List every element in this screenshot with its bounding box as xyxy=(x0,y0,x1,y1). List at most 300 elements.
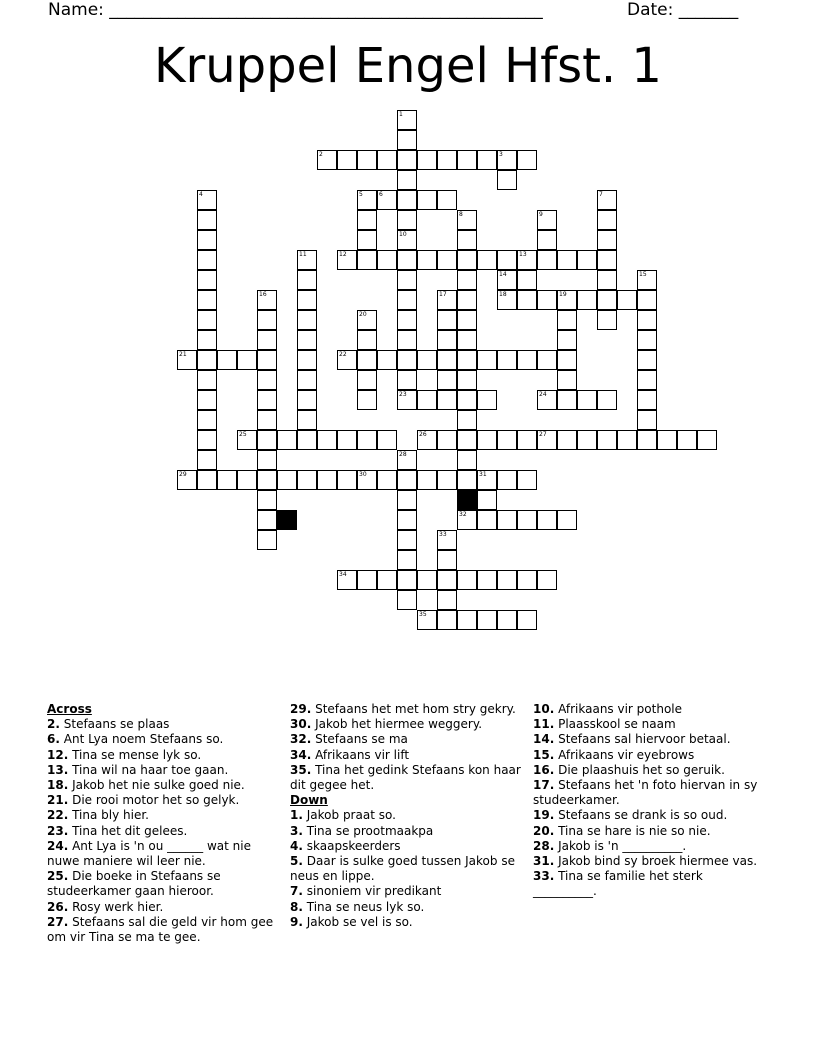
grid-cell[interactable] xyxy=(197,330,217,350)
grid-cell[interactable] xyxy=(377,470,397,490)
grid-cell[interactable] xyxy=(297,310,317,330)
grid-cell[interactable] xyxy=(397,130,417,150)
grid-cell[interactable] xyxy=(357,370,377,390)
grid-cell[interactable] xyxy=(597,210,617,230)
grid-cell[interactable] xyxy=(197,290,217,310)
clue-number: 19 xyxy=(559,291,567,298)
grid-cell[interactable] xyxy=(477,490,497,510)
clue-text: Tina se prootmaakpa xyxy=(306,823,434,838)
grid-cell[interactable] xyxy=(417,250,437,270)
grid-cell[interactable] xyxy=(397,550,417,570)
grid-cell[interactable] xyxy=(417,430,437,450)
grid-cell[interactable] xyxy=(637,270,657,290)
grid-cell[interactable] xyxy=(637,410,657,430)
grid-cell[interactable] xyxy=(637,430,657,450)
grid-cell[interactable] xyxy=(637,370,657,390)
grid-cell[interactable] xyxy=(237,470,257,490)
clue-text: Stefaans sal hiervoor betaal. xyxy=(558,732,731,747)
grid-cell[interactable] xyxy=(577,430,597,450)
clue-text: Jakob bind sy broek hiermee vas. xyxy=(558,854,758,869)
grid-cell[interactable] xyxy=(317,430,337,450)
grid-cell[interactable] xyxy=(357,430,377,450)
clue-number-label: 32. xyxy=(290,732,312,747)
grid-cell[interactable] xyxy=(297,410,317,430)
grid-cell[interactable] xyxy=(477,610,497,630)
grid-cell[interactable] xyxy=(177,470,197,490)
clue-text: sinoniem vir predikant xyxy=(306,884,442,899)
grid-cell[interactable] xyxy=(197,270,217,290)
grid-cell[interactable] xyxy=(457,370,477,390)
clue-number-label: 29. xyxy=(290,702,312,716)
grid-cell[interactable] xyxy=(397,510,417,530)
grid-cell[interactable] xyxy=(297,470,317,490)
clue-text: Afrikaans vir lift xyxy=(315,747,410,762)
grid-cell[interactable] xyxy=(657,430,677,450)
grid-cell[interactable] xyxy=(397,110,417,130)
clue-number: 16 xyxy=(259,291,267,298)
clue-number-label: 7. xyxy=(290,884,303,899)
grid-cell[interactable] xyxy=(477,470,497,490)
grid-cell[interactable] xyxy=(337,250,357,270)
name-field-label: Name: ___________________________________________________ xyxy=(48,0,543,20)
grid-cell[interactable] xyxy=(397,190,417,210)
clue-text: Tina wil na haar toe gaan. xyxy=(72,762,229,777)
grid-cell[interactable] xyxy=(437,310,457,330)
grid-cell[interactable] xyxy=(437,370,457,390)
grid-cell[interactable] xyxy=(497,610,517,630)
grid-cell[interactable] xyxy=(437,150,457,170)
clue-item xyxy=(533,732,765,747)
grid-cell[interactable] xyxy=(517,250,537,270)
grid-cell[interactable] xyxy=(557,290,577,310)
grid-cell[interactable] xyxy=(257,310,277,330)
clue-item xyxy=(47,717,275,732)
grid-cell[interactable] xyxy=(437,250,457,270)
grid-cell[interactable] xyxy=(697,430,717,450)
grid-cell[interactable] xyxy=(417,390,437,410)
grid-cell[interactable] xyxy=(437,530,457,550)
clue-text: Jakob is 'n __________. xyxy=(558,838,687,853)
grid-cell[interactable] xyxy=(337,570,357,590)
across-heading: Across xyxy=(47,702,92,716)
grid-cell[interactable] xyxy=(477,350,497,370)
grid-cell[interactable] xyxy=(197,470,217,490)
grid-cell[interactable] xyxy=(537,250,557,270)
grid-cell[interactable] xyxy=(397,390,417,410)
clue-number-label: 10. xyxy=(533,702,555,716)
grid-cell[interactable] xyxy=(417,610,437,630)
grid-cell[interactable] xyxy=(497,270,517,290)
grid-cell[interactable] xyxy=(537,430,557,450)
clue-number: 34 xyxy=(339,571,347,578)
grid-cell[interactable] xyxy=(317,470,337,490)
grid-cell[interactable] xyxy=(437,590,457,610)
grid-cell[interactable] xyxy=(517,510,537,530)
grid-cell[interactable] xyxy=(557,250,577,270)
clues-column-1 xyxy=(47,702,275,945)
grid-cell[interactable] xyxy=(257,350,277,370)
grid-cell[interactable] xyxy=(557,430,577,450)
clues-column-3 xyxy=(533,702,765,900)
grid-cell[interactable] xyxy=(417,190,437,210)
grid-cell[interactable] xyxy=(457,310,477,330)
grid-cell[interactable] xyxy=(417,570,437,590)
clue-number-label: 14. xyxy=(533,732,555,747)
grid-cell[interactable] xyxy=(357,310,377,330)
clue-text: skaapskeerders xyxy=(306,838,401,853)
grid-cell[interactable] xyxy=(437,430,457,450)
grid-cell[interactable] xyxy=(297,350,317,370)
grid-cell[interactable] xyxy=(397,350,417,370)
clue-text: Rosy werk hier. xyxy=(72,899,164,914)
clue-number-label: 17. xyxy=(533,778,555,793)
grid-cell[interactable] xyxy=(357,210,377,230)
grid-cell[interactable] xyxy=(537,570,557,590)
grid-cell[interactable] xyxy=(477,150,497,170)
clue-item xyxy=(290,808,522,823)
clue-number: 26 xyxy=(419,431,427,438)
clue-item xyxy=(290,763,522,793)
grid-cell[interactable] xyxy=(497,150,517,170)
grid-cell[interactable] xyxy=(497,470,517,490)
grid-cell[interactable] xyxy=(537,350,557,370)
grid-cell[interactable] xyxy=(257,450,277,470)
clue-text: Jakob se vel is so. xyxy=(306,914,413,929)
grid-cell[interactable] xyxy=(197,210,217,230)
clue-text: Ant Lya noem Stefaans so. xyxy=(63,732,224,747)
clue-number: 30 xyxy=(359,471,367,478)
grid-cell[interactable] xyxy=(197,350,217,370)
grid-cell[interactable] xyxy=(517,610,537,630)
grid-cell[interactable] xyxy=(497,510,517,530)
clue-number: 29 xyxy=(179,471,187,478)
grid-cell[interactable] xyxy=(457,450,477,470)
grid-cell[interactable] xyxy=(517,430,537,450)
grid-cell[interactable] xyxy=(417,470,437,490)
grid-cell[interactable] xyxy=(257,470,277,490)
clue-item xyxy=(533,717,765,732)
clue-text: Plaasskool se naam xyxy=(558,717,676,732)
grid-cell[interactable] xyxy=(457,470,477,490)
grid-cell[interactable] xyxy=(257,410,277,430)
grid-cell[interactable] xyxy=(377,150,397,170)
grid-cell[interactable] xyxy=(597,190,617,210)
grid-cell[interactable] xyxy=(397,170,417,190)
grid-cell[interactable] xyxy=(497,570,517,590)
grid-cell[interactable] xyxy=(637,330,657,350)
grid-cell[interactable] xyxy=(297,250,317,270)
grid-cell[interactable] xyxy=(457,350,477,370)
clue-number-label: 20. xyxy=(533,823,555,838)
grid-cell[interactable] xyxy=(197,370,217,390)
grid-cell[interactable] xyxy=(257,330,277,350)
grid-cell[interactable] xyxy=(497,350,517,370)
grid-cell[interactable] xyxy=(637,310,657,330)
clue-number-label: 22. xyxy=(47,808,69,823)
clue-number-label: 2. xyxy=(47,717,60,732)
clue-number-label: 35. xyxy=(290,762,312,777)
grid-cell[interactable] xyxy=(357,390,377,410)
grid-cell[interactable] xyxy=(397,490,417,510)
grid-cell[interactable] xyxy=(437,570,457,590)
grid-cell[interactable] xyxy=(417,350,437,370)
clue-number: 1 xyxy=(399,111,403,118)
grid-cell[interactable] xyxy=(557,350,577,370)
grid-cell[interactable] xyxy=(597,290,617,310)
grid-cell[interactable] xyxy=(437,330,457,350)
grid-cell[interactable] xyxy=(397,570,417,590)
grid-cell[interactable] xyxy=(377,430,397,450)
clue-number: 10 xyxy=(399,231,407,238)
grid-cell[interactable] xyxy=(397,250,417,270)
grid-cell[interactable] xyxy=(397,370,417,390)
clue-number: 13 xyxy=(519,251,527,258)
grid-cell[interactable] xyxy=(297,370,317,390)
clue-item xyxy=(47,808,275,823)
grid-cell[interactable] xyxy=(577,390,597,410)
clue-item xyxy=(47,732,275,747)
grid-cell[interactable] xyxy=(297,270,317,290)
grid-cell[interactable] xyxy=(557,330,577,350)
grid-cell[interactable] xyxy=(557,310,577,330)
clue-number: 35 xyxy=(419,611,427,618)
clue-item xyxy=(290,717,522,732)
grid-cell[interactable] xyxy=(637,290,657,310)
grid-cell[interactable] xyxy=(457,210,477,230)
grid-cell[interactable] xyxy=(197,390,217,410)
grid-cell[interactable] xyxy=(457,270,477,290)
grid-cell[interactable] xyxy=(537,230,557,250)
grid-cell[interactable] xyxy=(357,330,377,350)
grid-cell[interactable] xyxy=(457,250,477,270)
grid-cell[interactable] xyxy=(397,150,417,170)
grid-cell[interactable] xyxy=(637,390,657,410)
clue-number: 24 xyxy=(539,391,547,398)
grid-cell[interactable] xyxy=(397,230,417,250)
clue-number-label: 16. xyxy=(533,762,555,777)
clue-text: Tina se familie het sterk __________. xyxy=(533,869,703,899)
clue-number: 20 xyxy=(359,311,367,318)
grid-cell[interactable] xyxy=(397,210,417,230)
clue-item xyxy=(47,824,275,839)
grid-cell[interactable] xyxy=(477,430,497,450)
grid-cell[interactable] xyxy=(457,610,477,630)
black-cell xyxy=(457,490,477,510)
grid-cell[interactable] xyxy=(517,270,537,290)
grid-cell[interactable] xyxy=(597,230,617,250)
clue-text: Tina het gedink Stefaans kon haar dit gegee het. xyxy=(290,762,521,793)
grid-cell[interactable] xyxy=(257,290,277,310)
grid-cell[interactable] xyxy=(457,410,477,430)
clue-number-label: 28. xyxy=(533,838,555,853)
grid-cell[interactable] xyxy=(477,510,497,530)
grid-cell[interactable] xyxy=(637,350,657,370)
clue-text: Die boeke in Stefaans se studeerkamer gaan hieroor. xyxy=(47,869,221,899)
grid-cell[interactable] xyxy=(497,430,517,450)
grid-cell[interactable] xyxy=(497,290,517,310)
clue-number: 11 xyxy=(299,251,307,258)
grid-cell[interactable] xyxy=(457,570,477,590)
clue-item xyxy=(47,748,275,763)
clue-item xyxy=(47,915,275,945)
grid-cell[interactable] xyxy=(257,370,277,390)
clue-item xyxy=(533,808,765,823)
grid-cell[interactable] xyxy=(397,330,417,350)
clue-number-label: 6. xyxy=(47,732,60,747)
grid-cell[interactable] xyxy=(377,190,397,210)
grid-cell[interactable] xyxy=(437,550,457,570)
grid-cell[interactable] xyxy=(597,310,617,330)
grid-cell[interactable] xyxy=(237,430,257,450)
grid-cell[interactable] xyxy=(337,470,357,490)
grid-cell[interactable] xyxy=(477,250,497,270)
grid-cell[interactable] xyxy=(497,170,517,190)
grid-cell[interactable] xyxy=(577,250,597,270)
grid-cell[interactable] xyxy=(397,530,417,550)
grid-cell[interactable] xyxy=(437,610,457,630)
grid-cell[interactable] xyxy=(257,490,277,510)
grid-cell[interactable] xyxy=(177,350,197,370)
grid-cell[interactable] xyxy=(397,310,417,330)
clue-item xyxy=(47,793,275,808)
grid-cell[interactable] xyxy=(457,330,477,350)
clue-item xyxy=(290,732,522,747)
grid-cell[interactable] xyxy=(257,530,277,550)
grid-cell[interactable] xyxy=(377,570,397,590)
grid-cell[interactable] xyxy=(297,430,317,450)
grid-cell[interactable] xyxy=(397,270,417,290)
grid-cell[interactable] xyxy=(357,230,377,250)
grid-cell[interactable] xyxy=(357,470,377,490)
grid-cell[interactable] xyxy=(397,290,417,310)
grid-cell[interactable] xyxy=(357,150,377,170)
grid-cell[interactable] xyxy=(197,250,217,270)
clue-number: 3 xyxy=(499,151,503,158)
grid-cell[interactable] xyxy=(437,390,457,410)
grid-cell[interactable] xyxy=(517,470,537,490)
grid-cell[interactable] xyxy=(537,390,557,410)
grid-cell[interactable] xyxy=(617,290,637,310)
clue-item xyxy=(290,748,522,763)
grid-cell[interactable] xyxy=(537,210,557,230)
grid-cell[interactable] xyxy=(517,570,537,590)
grid-cell[interactable] xyxy=(237,350,257,370)
grid-cell[interactable] xyxy=(397,470,417,490)
grid-cell[interactable] xyxy=(377,350,397,370)
grid-cell[interactable] xyxy=(517,290,537,310)
grid-cell[interactable] xyxy=(297,330,317,350)
grid-cell[interactable] xyxy=(497,250,517,270)
clue-number: 33 xyxy=(439,531,447,538)
grid-cell[interactable] xyxy=(457,430,477,450)
clue-item xyxy=(290,915,522,930)
grid-cell[interactable] xyxy=(517,350,537,370)
grid-cell[interactable] xyxy=(397,450,417,470)
grid-cell[interactable] xyxy=(537,290,557,310)
clue-number: 6 xyxy=(379,191,383,198)
clue-item xyxy=(47,900,275,915)
grid-cell[interactable] xyxy=(217,470,237,490)
grid-cell[interactable] xyxy=(197,410,217,430)
grid-cell[interactable] xyxy=(337,430,357,450)
grid-cell[interactable] xyxy=(377,250,397,270)
grid-cell[interactable] xyxy=(297,390,317,410)
grid-cell[interactable] xyxy=(437,350,457,370)
grid-cell[interactable] xyxy=(557,390,577,410)
grid-cell[interactable] xyxy=(457,150,477,170)
grid-cell[interactable] xyxy=(437,290,457,310)
grid-cell[interactable] xyxy=(197,450,217,470)
grid-cell[interactable] xyxy=(477,570,497,590)
grid-cell[interactable] xyxy=(257,510,277,530)
grid-cell[interactable] xyxy=(337,150,357,170)
clue-text: Stefaans het met hom stry gekry. xyxy=(315,702,516,716)
grid-cell[interactable] xyxy=(217,350,237,370)
grid-cell[interactable] xyxy=(417,150,437,170)
grid-cell[interactable] xyxy=(197,430,217,450)
clue-item xyxy=(290,824,522,839)
grid-cell[interactable] xyxy=(437,470,457,490)
grid-cell[interactable] xyxy=(477,390,497,410)
grid-cell[interactable] xyxy=(517,150,537,170)
grid-cell[interactable] xyxy=(357,250,377,270)
grid-cell[interactable] xyxy=(297,290,317,310)
grid-cell[interactable] xyxy=(597,250,617,270)
grid-cell[interactable] xyxy=(557,370,577,390)
clue-text: Tina bly hier. xyxy=(72,808,149,823)
grid-cell[interactable] xyxy=(397,590,417,610)
clue-number: 8 xyxy=(459,211,463,218)
grid-cell[interactable] xyxy=(257,430,277,450)
grid-cell[interactable] xyxy=(337,350,357,370)
grid-cell[interactable] xyxy=(277,470,297,490)
grid-cell[interactable] xyxy=(197,310,217,330)
grid-cell[interactable] xyxy=(317,150,337,170)
grid-cell[interactable] xyxy=(457,290,477,310)
clue-text: Tina se neus lyk so. xyxy=(306,899,425,914)
grid-cell[interactable] xyxy=(537,510,557,530)
grid-cell[interactable] xyxy=(557,510,577,530)
grid-cell[interactable] xyxy=(257,390,277,410)
grid-cell[interactable] xyxy=(597,390,617,410)
clue-number: 5 xyxy=(359,191,363,198)
grid-cell[interactable] xyxy=(357,350,377,370)
clue-number-label: 13. xyxy=(47,762,69,777)
grid-cell[interactable] xyxy=(197,190,217,210)
clue-text: Stefaans het 'n foto hiervan in sy studeerkamer. xyxy=(533,778,758,808)
grid-cell[interactable] xyxy=(597,270,617,290)
grid-cell[interactable] xyxy=(577,290,597,310)
grid-cell[interactable] xyxy=(597,430,617,450)
grid-cell[interactable] xyxy=(457,510,477,530)
clue-number-label: 19. xyxy=(533,808,555,823)
grid-cell[interactable] xyxy=(617,430,637,450)
clue-item xyxy=(290,884,522,899)
clue-number-label: 4. xyxy=(290,838,303,853)
clue-number: 18 xyxy=(499,291,507,298)
down-clue-list xyxy=(290,808,522,930)
grid-cell[interactable] xyxy=(457,390,477,410)
clue-number-label: 34. xyxy=(290,747,312,762)
grid-cell[interactable] xyxy=(457,230,477,250)
grid-cell[interactable] xyxy=(197,230,217,250)
grid-cell[interactable] xyxy=(357,570,377,590)
grid-cell[interactable] xyxy=(357,190,377,210)
clue-item xyxy=(533,778,765,808)
grid-cell[interactable] xyxy=(277,430,297,450)
grid-cell[interactable] xyxy=(677,430,697,450)
grid-cell[interactable] xyxy=(437,190,457,210)
